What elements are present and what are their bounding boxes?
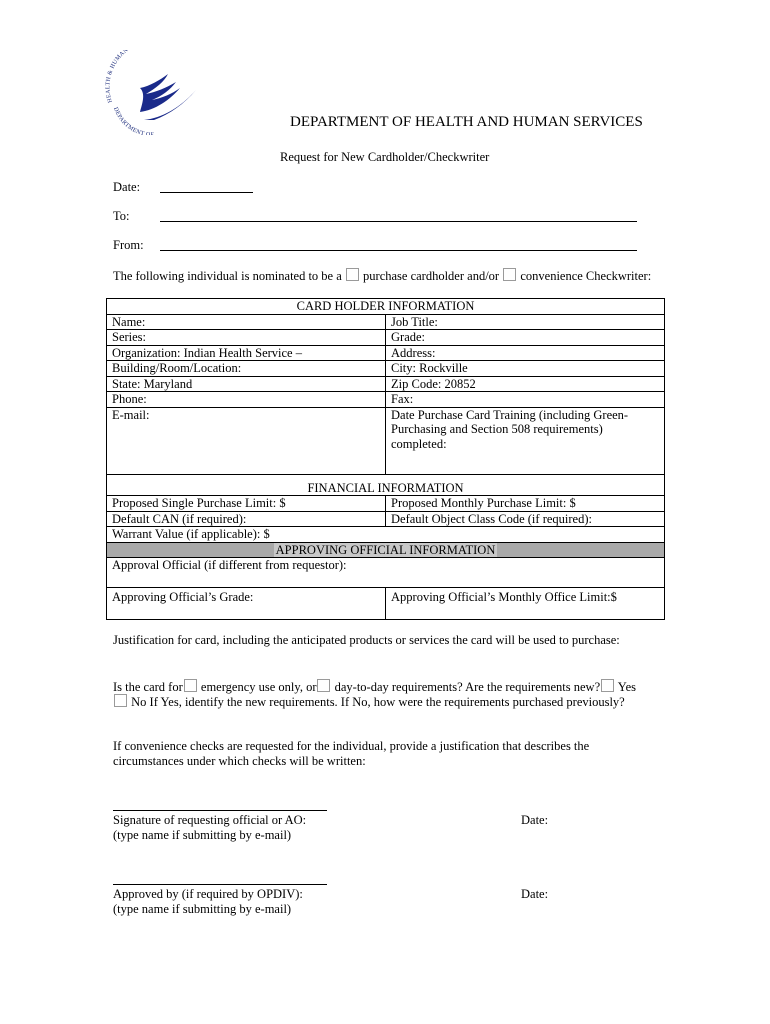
emergency-use-checkbox[interactable] <box>184 679 197 692</box>
card-holder-heading: CARD HOLDER INFORMATION <box>107 299 665 315</box>
signature-line[interactable] <box>113 810 327 811</box>
table-row <box>107 407 665 474</box>
svg-text:DEPARTMENT OF: DEPARTMENT O <box>112 106 151 135</box>
hhs-logo <box>100 50 210 135</box>
purchase-cardholder-checkbox[interactable] <box>346 268 359 281</box>
single-purchase-limit-field[interactable]: Proposed Single Purchase Limit: $ <box>107 496 386 512</box>
approved-by-note: (type name if submitting by e-mail) <box>113 902 292 916</box>
default-can-field[interactable]: Default CAN (if required): <box>107 511 386 527</box>
table-row <box>107 376 665 392</box>
grade-field[interactable]: Grade: <box>386 330 665 346</box>
cardholder-table <box>106 298 665 620</box>
approved-by-line[interactable] <box>113 884 327 885</box>
signature-note: (type name if submitting by e-mail) <box>113 828 292 842</box>
organization-field[interactable]: Organization: Indian Health Service – <box>107 345 386 361</box>
table-row <box>107 511 665 527</box>
table-row <box>107 392 665 408</box>
from-label: From: <box>113 238 144 252</box>
justification-text: Justification for card, including the anticipated products or services the card will be used to purchase: <box>113 633 620 647</box>
table-row <box>107 345 665 361</box>
signature-date-label: Date: <box>521 813 549 827</box>
approved-by-date-label: Date: <box>521 887 549 901</box>
nomination-prefix: The following individual is nominated to be a <box>113 269 342 283</box>
signature-label: Signature of requesting official or AO: <box>113 813 307 827</box>
fax-field[interactable]: Fax: <box>386 392 665 408</box>
table-row <box>107 558 665 588</box>
building-field[interactable]: Building/Room/Location: <box>107 361 386 377</box>
state-field[interactable]: State: Maryland <box>107 376 386 392</box>
convenience-checks-line2: circumstances under which checks will be written: <box>113 754 366 768</box>
date-field[interactable] <box>160 192 253 193</box>
emergency-use-label: emergency use only, or <box>200 680 317 694</box>
table-row <box>107 330 665 346</box>
table-row <box>107 361 665 377</box>
address-field[interactable]: Address: <box>386 345 665 361</box>
nomination-line <box>113 268 651 284</box>
yes-label: Yes <box>617 680 636 694</box>
city-field[interactable]: City: Rockville <box>386 361 665 377</box>
approving-official-heading <box>107 542 665 558</box>
job-title-field[interactable]: Job Title: <box>386 314 665 330</box>
no-label: No If Yes, identify the new requirements. If No, how were the requirements purchased previously? <box>131 695 625 709</box>
series-field[interactable]: Series: <box>107 330 386 346</box>
svg-text:HEALTH & HUMAN SERVICES · USA: HEALTH & HUMAN <box>105 50 130 104</box>
table-row <box>107 588 665 620</box>
date-label: Date: <box>113 180 141 194</box>
table-row <box>107 527 665 543</box>
to-field[interactable] <box>160 221 637 222</box>
email-field[interactable]: E-mail: <box>107 407 386 474</box>
page-title: DEPARTMENT OF HEALTH AND HUMAN SERVICES <box>290 114 643 130</box>
name-field[interactable]: Name: <box>107 314 386 330</box>
day-to-day-label: day-to-day requirements? Are the requirements new? <box>334 680 601 694</box>
monthly-purchase-limit-field[interactable]: Proposed Monthly Purchase Limit: $ <box>386 496 665 512</box>
training-date-field[interactable]: Date Purchase Card Training (including Green-Purchasing and Section 508 requirements) completed: <box>386 407 665 474</box>
approval-official-field[interactable]: Approval Official (if different from requestor): <box>107 558 665 588</box>
phone-field[interactable]: Phone: <box>107 392 386 408</box>
requirements-new-no-checkbox[interactable] <box>114 694 127 707</box>
page-subtitle: Request for New Cardholder/Checkwriter <box>280 150 490 164</box>
requirements-no-line <box>113 694 625 710</box>
approving-official-limit-field[interactable]: Approving Official’s Monthly Office Limit:$ <box>386 588 665 620</box>
approving-official-heading-text: APPROVING OFFICIAL INFORMATION <box>275 542 496 557</box>
table-row <box>107 496 665 512</box>
financial-heading: FINANCIAL INFORMATION <box>107 481 665 496</box>
day-to-day-checkbox[interactable] <box>317 679 330 692</box>
from-field[interactable] <box>160 250 637 251</box>
convenience-checks-line1: If convenience checks are requested for the individual, provide a justification that describes the <box>113 739 590 753</box>
approved-by-label: Approved by (if required by OPDIV): <box>113 887 303 901</box>
convenience-checkwriter-label: convenience Checkwriter: <box>520 269 652 283</box>
table-row <box>107 314 665 330</box>
object-class-code-field[interactable]: Default Object Class Code (if required): <box>386 511 665 527</box>
card-use-question <box>113 679 636 695</box>
warrant-value-field[interactable]: Warrant Value (if applicable): $ <box>107 527 665 543</box>
purchase-cardholder-label: purchase cardholder and/or <box>363 269 500 283</box>
approving-official-grade-field[interactable]: Approving Official’s Grade: <box>107 588 386 620</box>
convenience-checkwriter-checkbox[interactable] <box>503 268 516 281</box>
to-label: To: <box>113 209 130 223</box>
card-use-prefix: Is the card for <box>113 680 183 694</box>
zip-field[interactable]: Zip Code: 20852 <box>386 376 665 392</box>
requirements-new-yes-checkbox[interactable] <box>601 679 614 692</box>
